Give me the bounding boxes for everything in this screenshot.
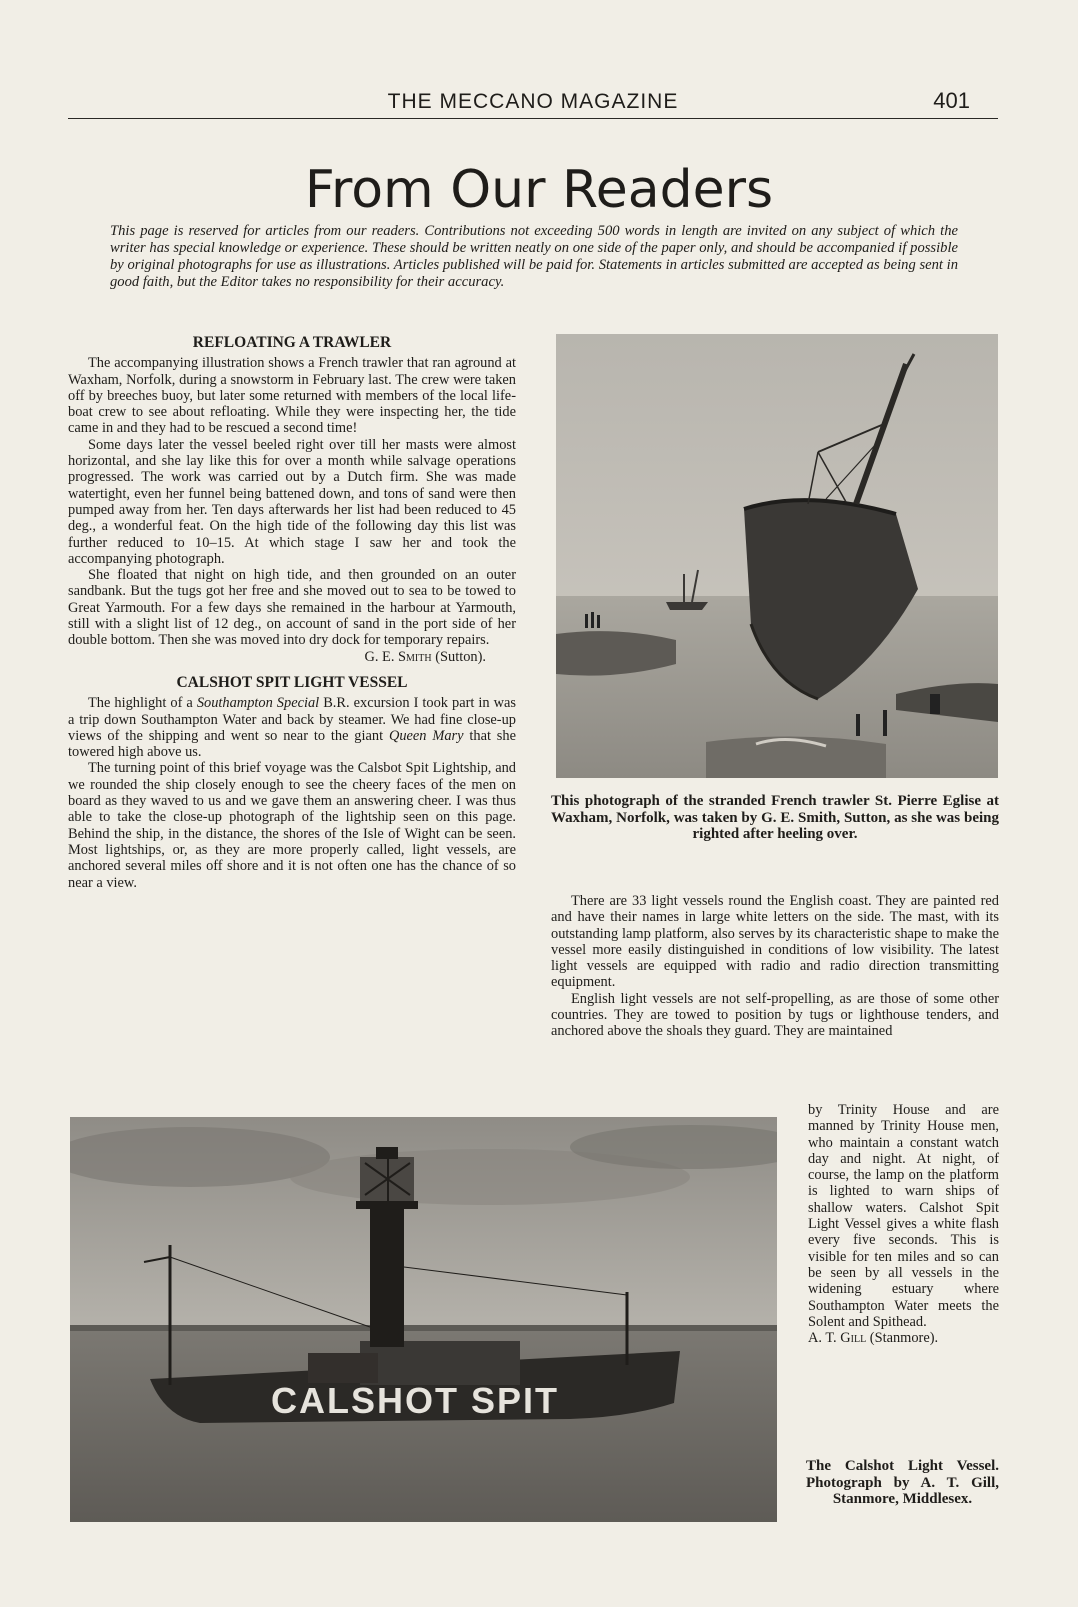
trawler-paragraph-1: The accompanying illustration shows a French trawler that ran aground at Waxham, Norfolk, during a snowstorm in February last. The crew were taken off by breeches buoy, but later some returned with members of the local life-boat crew to see about refloating. While they were inspecting her, the tide came in and they had to be rescued a second time! [68,355,516,437]
trawler-paragraph-3: She floated that night on high tide, and then grounded on an outer sandbank. But the tugs got her free and she moved out to sea to be towed to Great Yarmouth. For a few days she remained in the harbour at Yarmouth, still with a slight list of 12 deg., on account of sand in the port side of her double bottom. Then she was moved into dry dock for temporary repairs. [68,567,516,649]
calshot-paragraph-3: There are 33 light vessels round the English coast. They are painted red and have their names in large white letters on the side. The mast, with its outstanding lamp platform, also serves by its characteristic shape to make the vessel more easily distinguished in conditions of low visibility. The latest light vessels are equipped with radio and radio direction transmitting equipment. [551,893,999,991]
left-column [68,335,516,891]
calshot-paragraph-2: The turning point of this brief voyage was the Calsbot Spit Lightship, and we rounded the ship closely enough to see the cheery faces of the men on board as they waved to us and we gave them an answering cheer. I was thus able to take the close-up photograph of the lightship seen on this page. Behind the ship, in the distance, the shores of the Isle of Wight can be seen. Most lightships, or, as they are more properly called, light vessels, are anchored several miles off shore and it is not often one has the chance of so near a view. [68,760,516,891]
lightship-photograph [70,1117,777,1522]
right-column [551,893,999,1040]
lightship-photo-image [70,1117,777,1522]
ship-name-lettering: CALSHOT SPIT [270,1380,560,1421]
trawler-byline [68,649,516,665]
trawler-paragraph-2: Some days later the vessel beeled right over till her masts were almost horizontal, and she lay like this for over a month while salvage operations progressed. The work was carried out by a Dutch firm. She was made watertight, even her funnel being battened down, and tons of sand were then pumped away from her. Ten days afterwards her list had been reduced to 45 deg., a wonderful feat. On the high tide of the following day this list was further reduced to 10–15. At which stage I saw her and took the accompanying photograph. [68,436,516,567]
magazine-title: THE MECCANO MAGAZINE [387,90,679,113]
right-narrow-column [808,1102,999,1346]
page-number: 401 [933,88,970,113]
calshot-paragraph-1: The highlight of a Southampton Special B.R. excursion I took part in was a trip down Southampton Water and back by steamer. We had fine close-up views of the shipping and went so near to the giant Queen Mary that she towered high above us. [68,695,517,761]
article-heading-trawler: REFLOATING A TRAWLER [192,334,392,351]
trawler-caption: This photograph of the stranded French trawler St. Pierre Eglise at Waxham, Norfolk, was taken by G. E. Smith, Sutton, as she was being righted after heeling over. [551,793,999,842]
emphasis-queen-mary: Queen Mary [388,727,464,744]
calshot-paragraph-4-continued: by Trinity House and are manned by Trinity House men, who maintain a constant watch day and night. At night, of course, the lamp on the platform is lighted to warn ships of shallow waters. Calshot Spit Light Vessel gives a white flash every five seconds. This is visible for ten miles and so can be seen by all vessels in the widening estuary where Southampton Water meets the Solent and Spithead. [808,1102,999,1330]
emphasis-southampton-special: Southampton Special [196,695,320,712]
trawler-author-place: (Sutton). [435,648,486,665]
calshot-paragraph-4: English light vessels are not self-propelling, as are those of some other countries. They are towed to position by tugs or lighthouse tenders, and anchored above the shoals they guard. They are maintained [551,990,999,1040]
trawler-author: G. E. Smith [364,648,432,665]
intro-paragraph: This page is reserved for articles from our readers. Contributions not exceeding 500 words in length are invited on any subject of which the writer has special knowledge or experience. These should be written neatly on one side of the paper only, and should be accompanied if possible by original photographs for use as illustrations. Articles published will be paid for. Statements in articles submitted are accepted as being sent in good faith, but the Editor takes no responsibility for their accuracy. [110,223,958,290]
trawler-photograph [556,334,998,778]
trawler-photo-image [556,334,998,778]
lightship-caption: The Calshot Light Vessel. Photograph by A. T. Gill, Stanmore, Middlesex. [806,1458,999,1507]
running-header [68,88,998,119]
calshot-author-place: (Stanmore). [869,1330,939,1347]
page-title: From Our Readers [304,160,774,220]
calshot-byline [808,1330,999,1346]
article-heading-calshot: CALSHOT SPIT LIGHT VESSEL [176,673,408,691]
calshot-author: A. T. Gill [808,1330,867,1347]
